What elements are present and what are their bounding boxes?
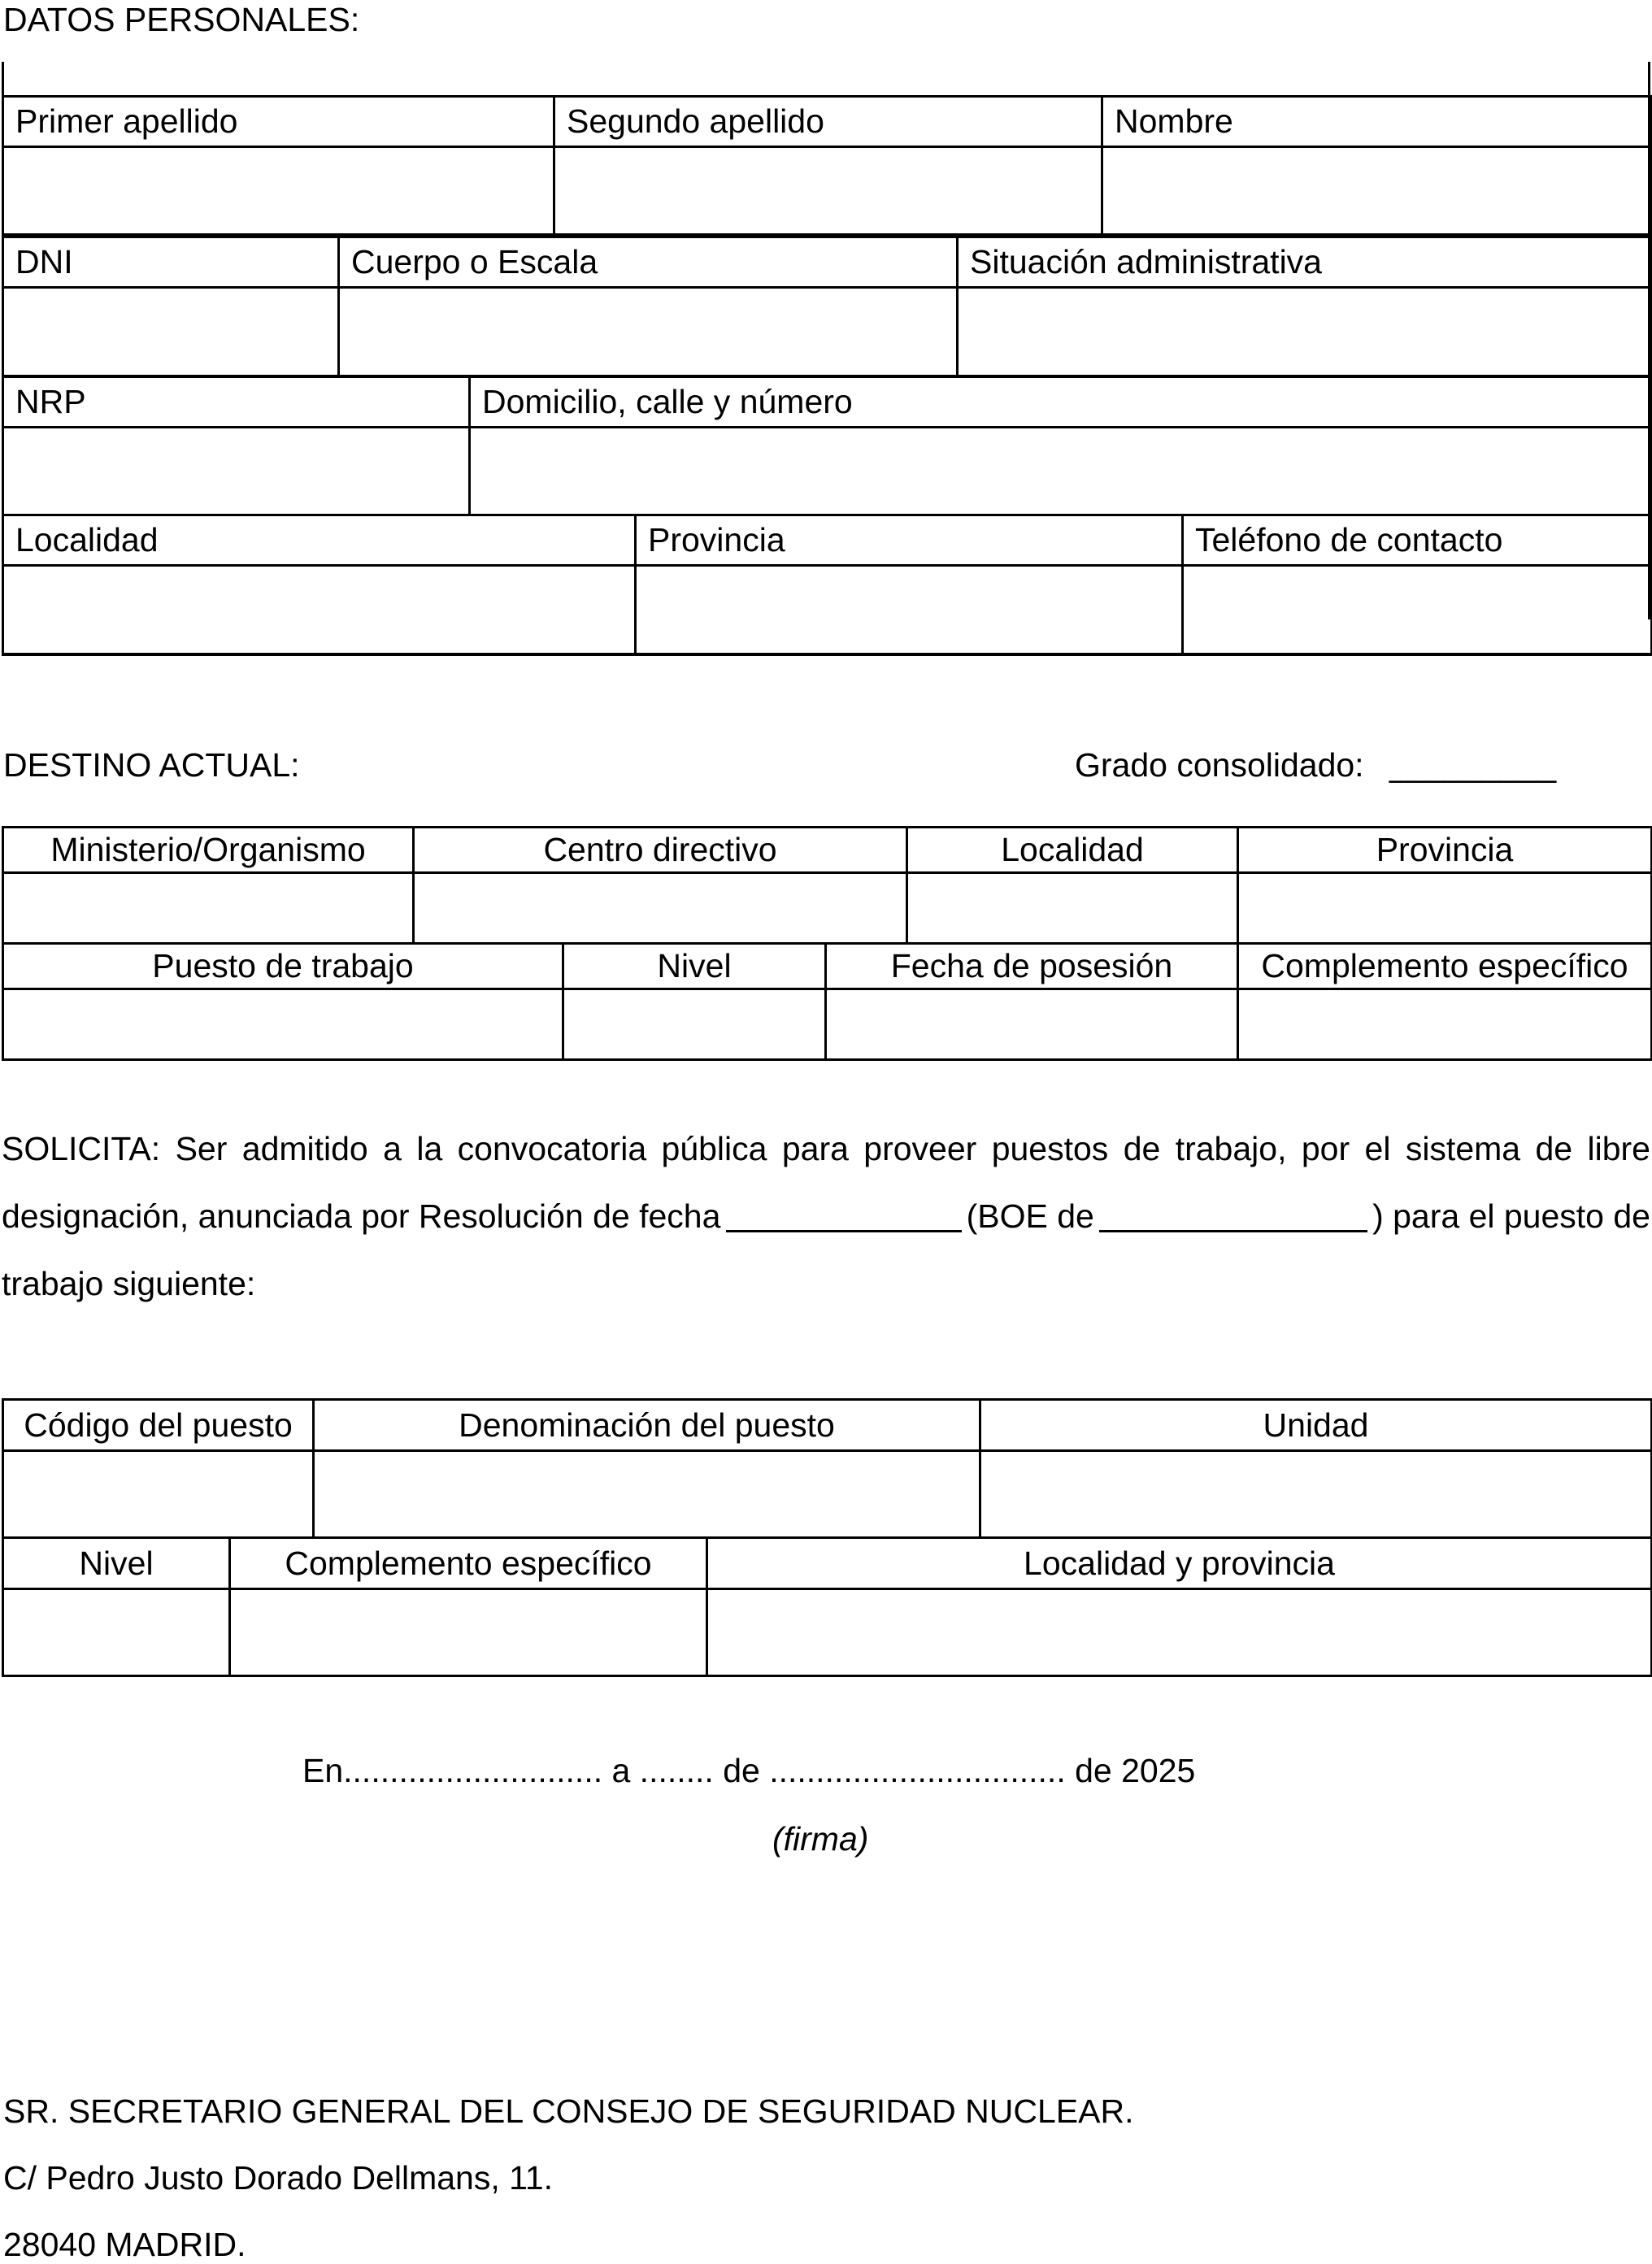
label-localidad: Localidad xyxy=(3,515,636,566)
solicita-word: por xyxy=(1301,1130,1350,1167)
grado-consolidado xyxy=(1075,745,1556,784)
label-destino-localidad: Localidad xyxy=(907,828,1238,873)
label-puesto-nivel: Nivel xyxy=(3,1538,230,1589)
solicita-line-2 xyxy=(2,1183,1650,1250)
personal-row-localidad xyxy=(2,514,1652,656)
solicita-word: de xyxy=(1535,1130,1573,1167)
field-localidad[interactable] xyxy=(3,566,636,655)
grado-consolidado-blank[interactable]: _________ xyxy=(1389,746,1557,784)
label-provincia: Provincia xyxy=(636,515,1183,566)
field-codigo-puesto[interactable] xyxy=(3,1451,314,1538)
solicita-text-b: (BOE de xyxy=(966,1197,1094,1235)
field-fecha-posesion[interactable] xyxy=(826,989,1238,1060)
label-denominacion-puesto: Denominación del puesto xyxy=(314,1400,980,1451)
field-dni[interactable] xyxy=(3,288,339,376)
puesto-table-1 xyxy=(2,1398,1652,1539)
field-nombre[interactable] xyxy=(1102,147,1652,235)
addressee-line-2: C/ Pedro Justo Dorado Dellmans, 11. xyxy=(3,2159,554,2197)
solicita-word: Ser xyxy=(175,1130,228,1167)
boe-fecha-blank[interactable] xyxy=(1099,1201,1367,1232)
field-denominacion-puesto[interactable] xyxy=(314,1451,980,1538)
field-puesto-trabajo[interactable] xyxy=(3,989,563,1060)
label-cuerpo-escala: Cuerpo o Escala xyxy=(339,237,958,288)
label-puesto-complemento: Complemento específico xyxy=(230,1538,707,1589)
solicita-word: sistema xyxy=(1405,1130,1521,1167)
personal-data-heading: DATOS PERSONALES: xyxy=(3,1,360,38)
label-ministerio: Ministerio/Organismo xyxy=(3,828,414,873)
label-destino-complemento: Complemento específico xyxy=(1238,944,1652,989)
field-localidad-provincia[interactable] xyxy=(707,1589,1652,1676)
personal-row-nrp xyxy=(2,376,1652,516)
label-destino-nivel: Nivel xyxy=(563,944,826,989)
label-codigo-puesto: Código del puesto xyxy=(3,1400,314,1451)
solicita-word: puestos xyxy=(991,1130,1109,1167)
label-primer-apellido: Primer apellido xyxy=(3,97,554,147)
field-ministerio[interactable] xyxy=(3,873,414,944)
solicita-word: a xyxy=(383,1130,402,1167)
field-destino-complemento[interactable] xyxy=(1238,989,1652,1060)
solicita-text-d: trabajo siguiente: xyxy=(2,1265,256,1302)
solicita-line-1 xyxy=(2,1115,1650,1183)
solicita-word: el xyxy=(1364,1130,1391,1167)
resolucion-fecha-blank[interactable] xyxy=(726,1201,962,1232)
solicita-word: pública xyxy=(661,1130,767,1167)
label-centro-directivo: Centro directivo xyxy=(414,828,907,873)
grado-consolidado-label: Grado consolidado: xyxy=(1075,746,1364,784)
label-telefono: Teléfono de contacto xyxy=(1183,515,1652,566)
destino-table-2 xyxy=(2,942,1652,1061)
signature-date-line[interactable]: En............................ a ........ de ................................ de 2025 xyxy=(302,1752,1196,1789)
label-situacion-administrativa: Situación administrativa xyxy=(958,237,1652,288)
solicita-word: trabajo, xyxy=(1175,1130,1287,1167)
solicita-word: la xyxy=(416,1130,443,1167)
destino-heading: DESTINO ACTUAL: xyxy=(3,746,300,784)
field-destino-provincia[interactable] xyxy=(1238,873,1652,944)
field-cuerpo-escala[interactable] xyxy=(339,288,958,376)
field-domicilio[interactable] xyxy=(470,428,1652,515)
solicita-word: para xyxy=(781,1130,849,1167)
label-destino-provincia: Provincia xyxy=(1238,828,1652,873)
solicita-word: de xyxy=(1123,1130,1161,1167)
label-unidad: Unidad xyxy=(980,1400,1652,1451)
label-dni: DNI xyxy=(3,237,339,288)
field-primer-apellido[interactable] xyxy=(3,147,554,235)
label-puesto-trabajo: Puesto de trabajo xyxy=(3,944,563,989)
signature-label: (firma) xyxy=(772,1820,869,1858)
addressee-line-1: SR. SECRETARIO GENERAL DEL CONSEJO DE SEGURIDAD NUCLEAR. xyxy=(3,2092,1134,2130)
solicita-word: SOLICITA: xyxy=(2,1130,161,1167)
solicita-paragraph xyxy=(2,1115,1650,1318)
field-segundo-apellido[interactable] xyxy=(554,147,1102,235)
destino-table-1 xyxy=(2,826,1652,945)
field-telefono[interactable] xyxy=(1183,566,1652,655)
addressee-line-3: 28040 MADRID. xyxy=(3,2226,246,2263)
solicita-word: admitido xyxy=(241,1130,368,1167)
solicita-text-c: ) para el puesto de xyxy=(1372,1197,1650,1235)
label-fecha-posesion: Fecha de posesión xyxy=(826,944,1238,989)
personal-row-names xyxy=(2,95,1652,236)
field-centro-directivo[interactable] xyxy=(414,873,907,944)
label-segundo-apellido: Segundo apellido xyxy=(554,97,1102,147)
label-localidad-provincia: Localidad y provincia xyxy=(707,1538,1652,1589)
field-puesto-complemento[interactable] xyxy=(230,1589,707,1676)
puesto-table-2 xyxy=(2,1536,1652,1677)
field-destino-nivel[interactable] xyxy=(563,989,826,1060)
field-provincia[interactable] xyxy=(636,566,1183,655)
solicita-line-3 xyxy=(2,1250,1650,1318)
field-unidad[interactable] xyxy=(980,1451,1652,1538)
label-domicilio: Domicilio, calle y número xyxy=(470,377,1652,428)
field-puesto-nivel[interactable] xyxy=(3,1589,230,1676)
field-destino-localidad[interactable] xyxy=(907,873,1238,944)
personal-row-dni xyxy=(2,236,1652,377)
field-nrp[interactable] xyxy=(3,428,470,515)
label-nombre: Nombre xyxy=(1102,97,1652,147)
solicita-text-a: designación, anunciada por Resolución de fecha xyxy=(2,1197,721,1235)
label-nrp: NRP xyxy=(3,377,470,428)
solicita-word: proveer xyxy=(863,1130,977,1167)
field-situacion-administrativa[interactable] xyxy=(958,288,1652,376)
solicita-word: libre xyxy=(1587,1130,1650,1167)
solicita-word: convocatoria xyxy=(457,1130,647,1167)
